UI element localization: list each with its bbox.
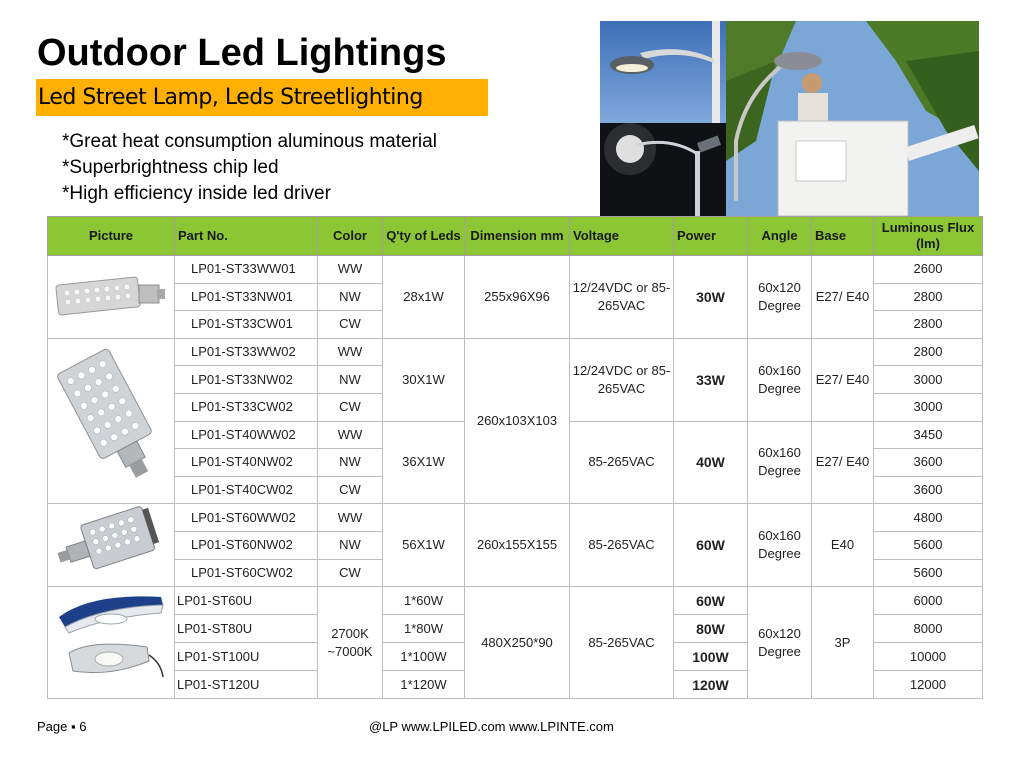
beam-angle: 60x120 Degree [748,256,812,339]
dimension: 260x103X103 [465,338,570,504]
slide-subtitle: Led Street Lamp, Leds Streetlighting [38,85,423,110]
luminous-flux: 6000 [874,587,983,615]
power: 60W [674,587,748,615]
power: 100W [674,643,748,671]
feature-item: *High efficiency inside led driver [62,183,331,204]
page-number: Page ▪ 6 [37,719,87,734]
power: 60W [674,504,748,587]
base-type: E27/ E40 [812,338,874,421]
product-image-cell [48,338,175,504]
part-number: LP01-ST33NW01 [175,283,318,311]
product-spec-table [47,216,983,699]
part-number: LP01-ST33WW02 [175,338,318,366]
color-code: CW [318,559,383,587]
power: 40W [674,421,748,504]
column-header: Base [812,217,874,256]
street-lamp-night-photo [600,123,726,216]
part-number: LP01-ST33WW01 [175,256,318,284]
color-code: NW [318,283,383,311]
feature-item: *Superbrightness chip led [62,157,279,178]
corn-lamp-product-icon [51,344,171,494]
table-row [48,256,983,284]
part-number: LP01-ST60WW02 [175,504,318,532]
street-lamp-day-photo [600,21,726,123]
table-row [48,338,983,366]
part-number: LP01-ST33CW02 [175,393,318,421]
part-number: LP01-ST40NW02 [175,449,318,477]
voltage: 85-265VAC [570,504,674,587]
product-image-cell [48,504,175,587]
led-quantity: 56X1W [383,504,465,587]
part-number: LP01-ST40WW02 [175,421,318,449]
column-header: Part No. [175,217,318,256]
power: 30W [674,256,748,339]
table-row [48,504,983,532]
dimension: 480X250*90 [465,587,570,699]
column-header: Color [318,217,383,256]
flood-lamp-product-icon [51,505,171,581]
power: 33W [674,338,748,421]
color-code: CW [318,311,383,339]
part-number: LP01-ST40CW02 [175,476,318,504]
table-header-row [48,217,983,256]
voltage: 85-265VAC [570,421,674,504]
column-header: Angle [748,217,812,256]
luminous-flux: 3600 [874,476,983,504]
part-number: LP01-ST33NW02 [175,366,318,394]
luminous-flux: 2800 [874,311,983,339]
color-code: CW [318,393,383,421]
part-number: LP01-ST60CW02 [175,559,318,587]
part-number: LP01-ST120U [175,671,318,699]
power: 120W [674,671,748,699]
luminous-flux: 3450 [874,421,983,449]
column-header: Power [674,217,748,256]
led-quantity: 30X1W [383,338,465,421]
luminous-flux: 2800 [874,338,983,366]
column-header: Q'ty of Leds [383,217,465,256]
led-quantity: 1*120W [383,671,465,699]
feature-item: *Great heat consumption aluminous material [62,131,437,152]
beam-angle: 60x160 Degree [748,504,812,587]
beam-angle: 60x120 Degree [748,587,812,699]
base-type: E27/ E40 [812,256,874,339]
luminous-flux: 8000 [874,615,983,643]
luminous-flux: 3000 [874,393,983,421]
beam-angle: 60x160 Degree [748,421,812,504]
voltage: 12/24VDC or 85-265VAC [570,256,674,339]
product-image-cell [48,587,175,699]
color-code: WW [318,504,383,532]
part-number: LP01-ST100U [175,643,318,671]
dimension: 260x155X155 [465,504,570,587]
base-type: 3P [812,587,874,699]
color-code: WW [318,256,383,284]
voltage: 85-265VAC [570,587,674,699]
footer-credit: @LP www.LPILED.com www.LPINTE.com [369,719,614,734]
luminous-flux: 3000 [874,366,983,394]
color-code: WW [318,338,383,366]
luminous-flux: 2800 [874,283,983,311]
beam-angle: 60x160 Degree [748,338,812,421]
color-code: NW [318,531,383,559]
street-lamp-product-icon [51,259,171,329]
lamp-installation-photo [726,21,979,216]
luminous-flux: 5600 [874,559,983,587]
column-header: Voltage [570,217,674,256]
led-quantity: 1*100W [383,643,465,671]
dimension: 255x96X96 [465,256,570,339]
led-quantity: 36X1W [383,421,465,504]
cobra-head-lamp-product-icon [51,587,171,693]
slide-title: Outdoor Led Lightings [37,32,447,74]
luminous-flux: 10000 [874,643,983,671]
base-type: E27/ E40 [812,421,874,504]
luminous-flux: 12000 [874,671,983,699]
column-header: Dimension mm [465,217,570,256]
color-code: NW [318,366,383,394]
led-quantity: 1*80W [383,615,465,643]
part-number: LP01-ST60NW02 [175,531,318,559]
power: 80W [674,615,748,643]
part-number: LP01-ST33CW01 [175,311,318,339]
feature-list [62,129,437,207]
luminous-flux: 3600 [874,449,983,477]
voltage: 12/24VDC or 85-265VAC [570,338,674,421]
column-header: Picture [48,217,175,256]
luminous-flux: 4800 [874,504,983,532]
color-code: NW [318,449,383,477]
luminous-flux: 5600 [874,531,983,559]
led-quantity: 1*60W [383,587,465,615]
part-number: LP01-ST80U [175,615,318,643]
base-type: E40 [812,504,874,587]
color-temperature: 2700K ~7000K [318,587,383,699]
luminous-flux: 2600 [874,256,983,284]
column-header: Luminous Flux (lm) [874,217,983,256]
product-image-cell [48,256,175,339]
color-code: CW [318,476,383,504]
part-number: LP01-ST60U [175,587,318,615]
color-code: WW [318,421,383,449]
led-quantity: 28x1W [383,256,465,339]
table-row [48,587,983,615]
